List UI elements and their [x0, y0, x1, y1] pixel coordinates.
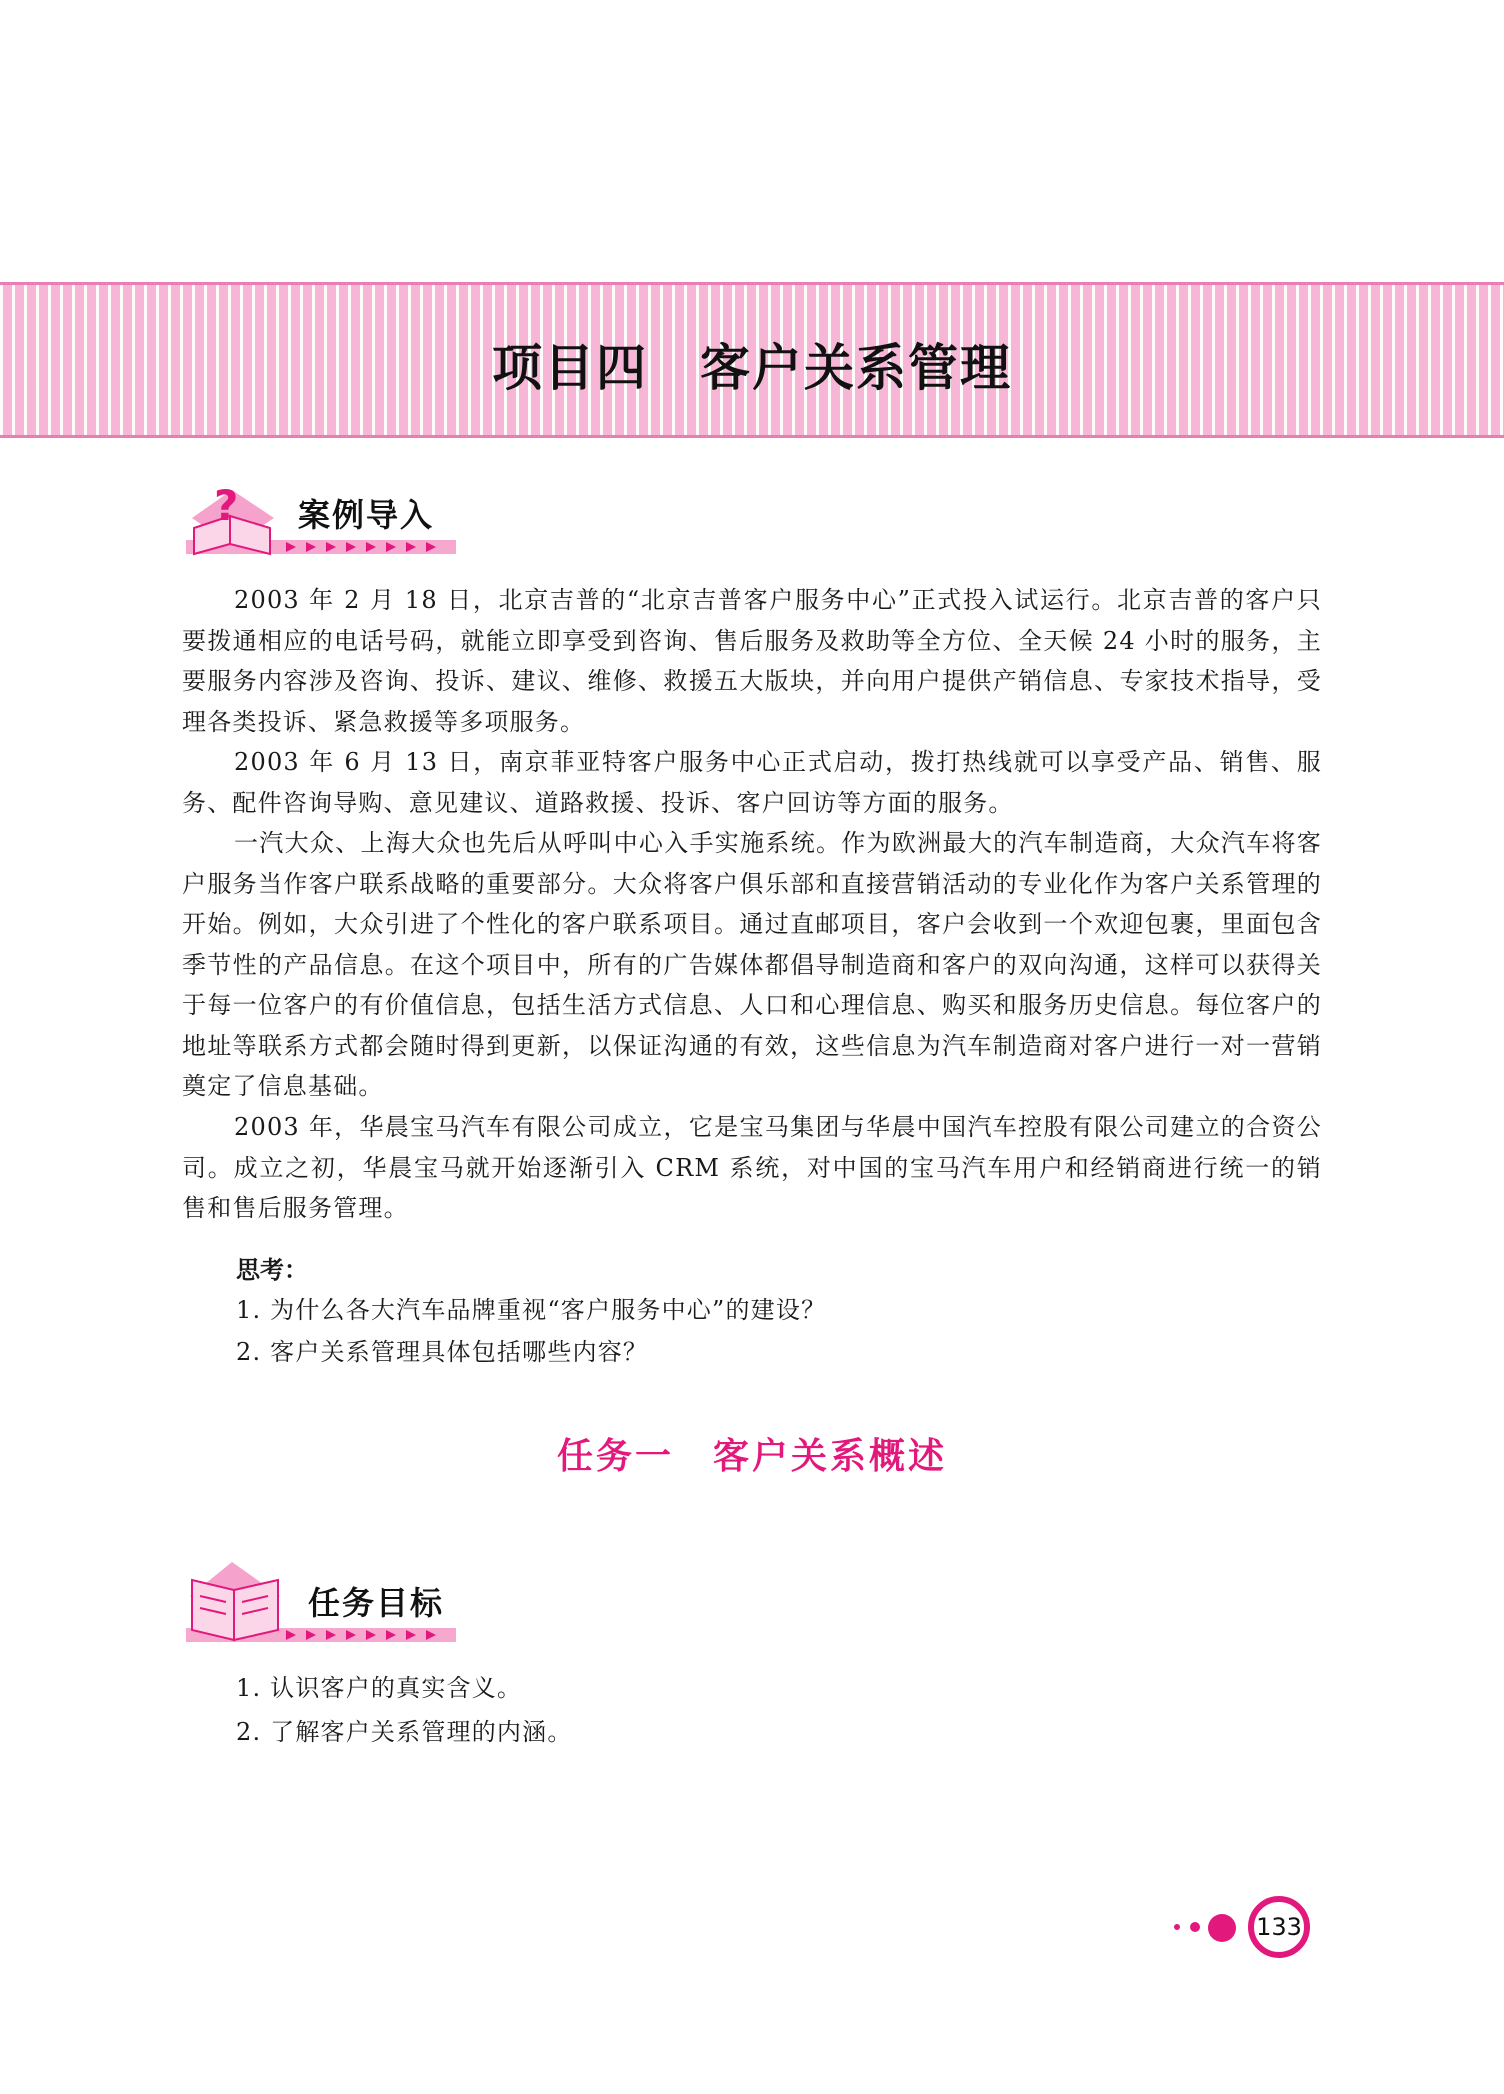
case-paragraph-2: 2003 年 6 月 13 日，南京菲亚特客户服务中心正式启动，拨打热线就可以享受产品、销售、服务、配件咨询导购、意见建议、道路救援、投诉、客户回访等方面的服务。: [182, 748, 1322, 817]
case-intro-heading: 案例导入: [298, 496, 435, 534]
page-dot-large: [1208, 1914, 1236, 1942]
case-paragraph-3: 一汽大众、上海大众也先后从呼叫中心入手实施系统。作为欧洲最大的汽车制造商，大众汽车将客户服务当作客户联系战略的重要部分。大众将客户俱乐部和直接营销活动的专业化作为客户关系管理的开始。例如，大众引进了个性化的客户联系项目。通过直邮项目，客户会收到一个欢迎包裹，里面包含季节性的产品信息。在这个项目中，所有的广告媒体都倡导制造商和客户的双向沟通，这样可以获得关于每一位客户的有价值信息，包括生活方式信息、人口和心理信息、购买和服务历史信息。每位客户的地址等联系方式都会随时得到更新，以保证沟通的有效，这些信息为汽车制造商对客户进行一对一营销奠定了信息基础。: [182, 829, 1322, 1100]
goal-1: 1. 认识客户的真实含义。: [236, 1674, 523, 1702]
task-goal-heading: 任务目标: [308, 1584, 445, 1622]
page-dot-small: [1174, 1924, 1180, 1930]
think-label: 思考：: [236, 1256, 308, 1284]
chapter-title: 项目四 客户关系管理: [492, 339, 1012, 397]
svg-text:?: ?: [214, 481, 239, 530]
task-goal-header: [182, 1556, 472, 1648]
task-title: 任务一 客户关系概述: [556, 1436, 947, 1477]
page-number: 133: [1248, 1896, 1310, 1958]
case-paragraph-1: 2003 年 2 月 18 日，北京吉普的“北京吉普客户服务中心”正式投入试运行。北京吉普的客户只要拨通相应的电话号码，就能立即享受到咨询、售后服务及救助等全方位、全天候 24 小时的服务，主要服务内容涉及咨询、投诉、建议、维修、救援五大版块，并向用户提供产销信息、专家技术指导，受理各类投诉、紧急救援等多项服务。: [182, 586, 1322, 736]
page-dot-medium: [1190, 1922, 1200, 1932]
goal-2: 2. 了解客户关系管理的内涵。: [236, 1718, 573, 1746]
question-2: 2. 客户关系管理具体包括哪些内容？: [236, 1338, 649, 1366]
question-1: 1. 为什么各大汽车品牌重视“客户服务中心”的建设？: [236, 1296, 827, 1324]
case-paragraph-4: 2003 年，华晨宝马汽车有限公司成立，它是宝马集团与华晨中国汽车控股有限公司建立的合资公司。成立之初，华晨宝马就开始逐渐引入 CRM 系统，对中国的宝马汽车用户和经销商进行统一的销售和售后服务管理。: [182, 1113, 1322, 1222]
case-intro-header: [182, 468, 472, 560]
